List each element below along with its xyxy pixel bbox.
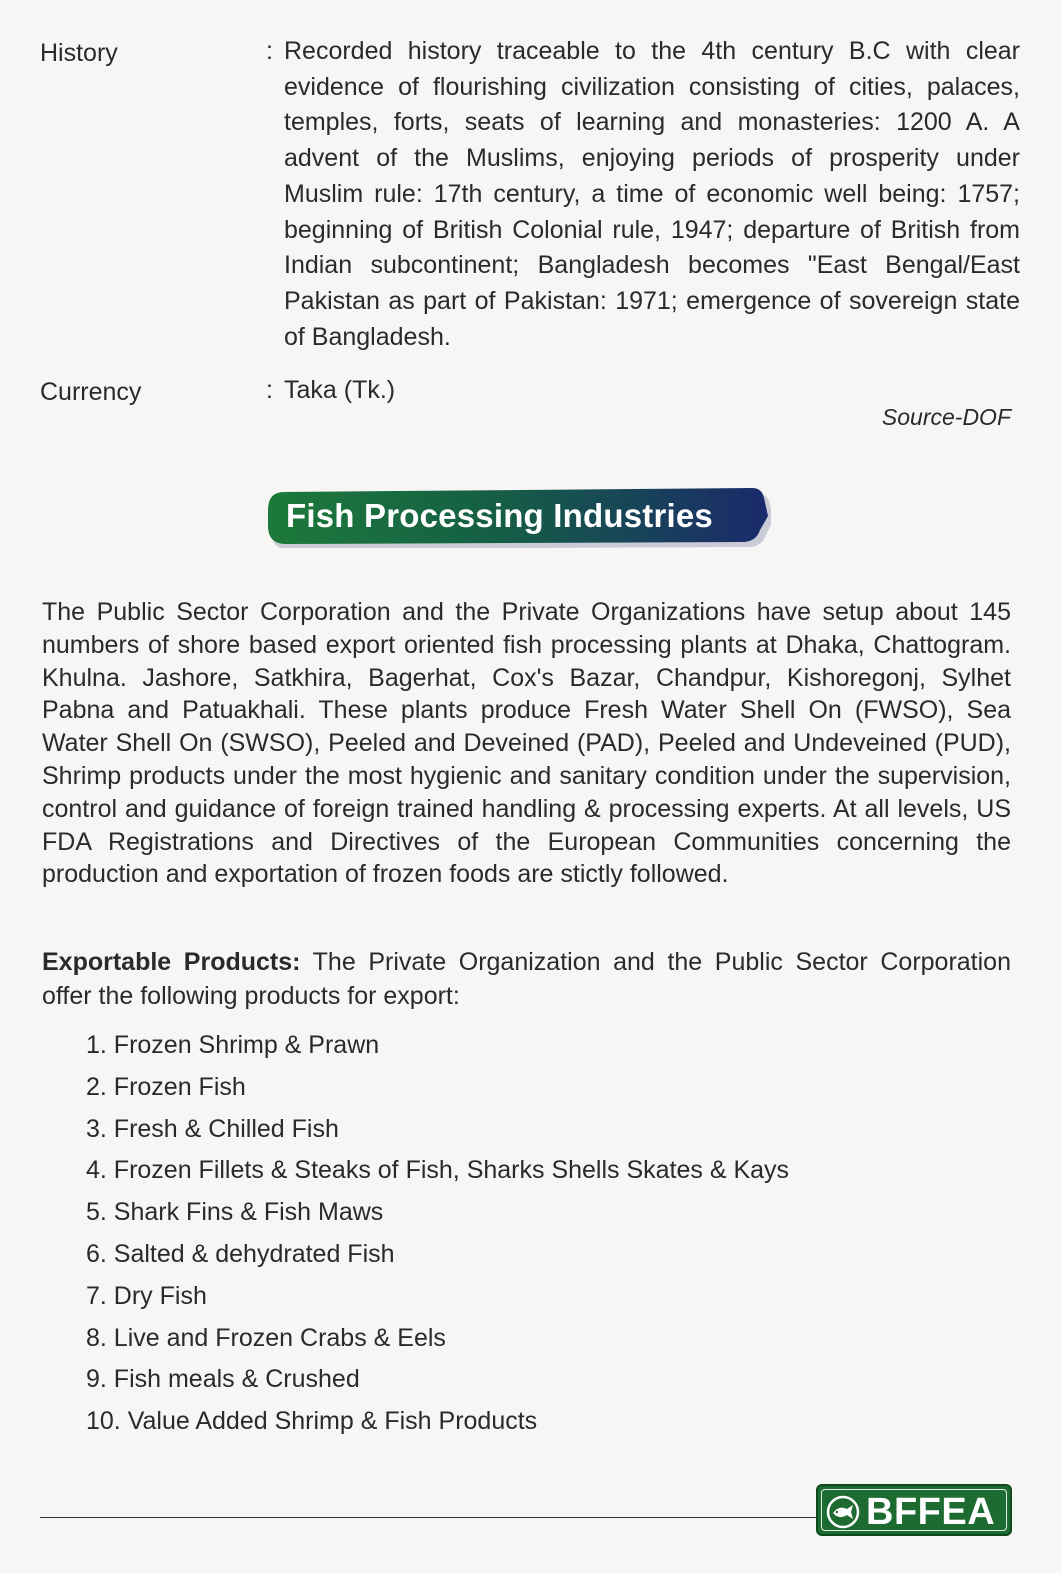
source-note: Source-DOF xyxy=(881,404,1011,430)
section-banner xyxy=(266,488,771,548)
section-title: Fish Processing Industries xyxy=(286,497,713,534)
exportable-text: The Private Organization and the Public Sector Corporation offer the following products for export: xyxy=(42,948,1011,1010)
list-item: 2. Frozen Fish xyxy=(86,1072,246,1101)
footer-divider xyxy=(40,1517,820,1518)
fish-emblem-icon xyxy=(826,1495,860,1529)
history-row xyxy=(40,34,1020,355)
list-item: 10. Value Added Shrimp & Fish Products xyxy=(86,1407,538,1436)
list-item: 7. Dry Fish xyxy=(86,1281,207,1310)
list-item: 4. Frozen Fillets & Steaks of Fish, Sharks Shells Skates & Kays xyxy=(86,1156,790,1185)
list-item: 3. Fresh & Chilled Fish xyxy=(86,1114,339,1143)
facts-table xyxy=(40,34,1020,411)
history-value: Recorded history traceable to the 4th century B.C with clear evidence of flourishing civilization consisting of cities, palaces, temples, forts, seats of learning and monasteries: 1200 A. A advent of the Muslims, enjoying periods of prosperity under Muslim rule: 17th century, a time of economic well being: 1757; beginning of British Colonial rule, 1947; departure of British from Indian subcontinent; Bangladesh becomes "East Bengal/East Pakistan as part of Pakistan: 1971; emergence of sovereign state of Bangladesh. xyxy=(284,37,1020,351)
intro-paragraph: The Public Sector Corporation and the Private Organizations have setup about 145 numbers of shore based export oriented fish processing plants at Dhaka, Chattogram. Khulna. Jashore, Satkhira, Bagerhat, Cox's Bazar, Chandpur, Kishoregonj, Sylhet Pabna and Patuakhali. These plants produce Fresh Water Shell On (FWSO), Sea Water Shell On (SWSO), Peeled and Deveined (PAD), Peeled and Undeveined (PUD), Shrimp products under the most hygienic and sanitary condition under the supervision, control and guidance of foreign trained handling & processing experts. At all levels, US FDA Registrations and Directives of the European Communities concerning the production and exportation of frozen foods are stictly followed. xyxy=(42,598,1011,889)
list-item: 6. Salted & dehydrated Fish xyxy=(86,1239,395,1268)
history-colon: : xyxy=(266,37,273,65)
bffea-logo xyxy=(816,1484,1012,1536)
logo-text: BFFEA xyxy=(866,1491,996,1533)
list-item: 8. Live and Frozen Crabs & Eels xyxy=(86,1323,446,1352)
list-item: 9. Fish meals & Crushed xyxy=(86,1365,360,1394)
list-item: 1. Frozen Shrimp & Prawn xyxy=(86,1031,380,1059)
currency-colon: : xyxy=(266,376,273,405)
history-label: History xyxy=(40,39,118,67)
list-item: 5. Shark Fins & Fish Maws xyxy=(86,1198,384,1227)
product-list xyxy=(86,1028,789,1446)
exportable-heading: Exportable Products: xyxy=(42,948,301,976)
currency-row xyxy=(40,373,1020,411)
exportable-paragraph xyxy=(42,945,1011,1013)
currency-value: Taka (Tk.) xyxy=(284,376,396,405)
currency-label: Currency xyxy=(40,378,142,407)
